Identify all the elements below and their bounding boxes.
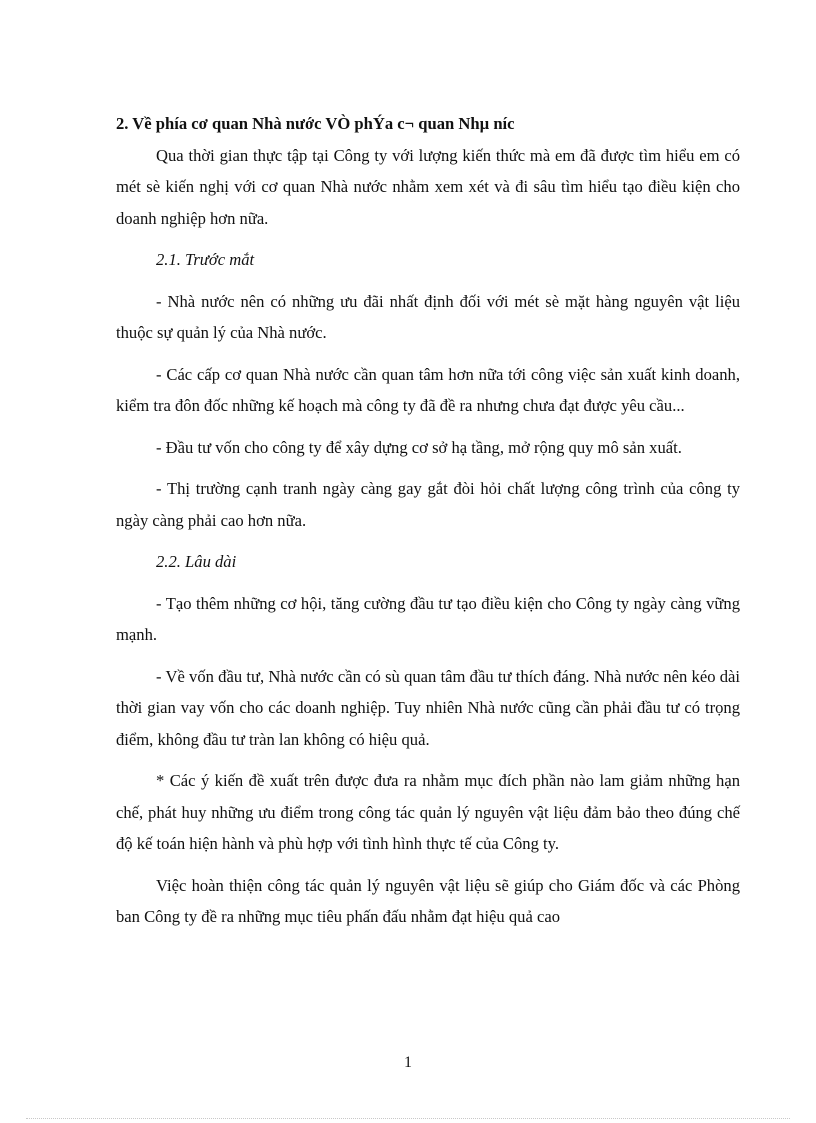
subsection-title-short-term: 2.1. Trước mắt — [156, 250, 255, 269]
note-paragraph: * Các ý kiến đề xuất trên được đưa ra nhằm mục đích phần nào lam giảm những hạn chế, phát huy những ưu điểm trong công tác quản lý nguyên vật liệu đảm bảo theo đúng chế độ kế toán hiện hành và phù hợp với tình hình thực tế của Công ty. — [116, 771, 740, 853]
page-body — [116, 108, 740, 943]
closing-paragraph: Việc hoàn thiện công tác quản lý nguyên vật liệu sẽ giúp cho Giám đốc và các Phòng ban Công ty đề ra những mục tiêu phấn đấu nhằm đạt hiệu quả cao — [116, 875, 740, 926]
subsection-title-long-term: 2.2. Lâu dài — [156, 552, 237, 571]
list-item: - Tạo thêm những cơ hội, tăng cường đầu tư tạo điều kiện cho Công ty ngày càng vững mạnh. — [116, 593, 740, 644]
list-item: - Các cấp cơ quan Nhà nước cần quan tâm hơn nữa tới công việc sản xuất kinh doanh, kiểm tra đôn đốc những kế hoạch mà công ty đã đề ra nhưng chưa đạt được yêu cầu... — [116, 364, 740, 415]
intro-paragraph: Qua thời gian thực tập tại Công ty với lượng kiến thức mà em đã được tìm hiểu em có mét sè kiến nghị với cơ quan Nhà nước nhằm xem xét và đi sâu tìm hiểu tạo điều kiện cho doanh nghiệp hơn nữa. — [116, 145, 740, 228]
list-item: - Nhà nước nên có những ưu đãi nhất định đối với mét sè mặt hàng nguyên vật liệu thuộc sự quản lý của Nhà nước. — [116, 291, 740, 342]
footer-divider — [26, 1118, 790, 1119]
list-item: - Về vốn đầu tư, Nhà nước cần có sù quan tâm đầu tư thích đáng. Nhà nước nên kéo dài thời gian vay vốn cho các doanh nghiệp. Tuy nhiên Nhà nước cũng cần phải đầu tư có trọng điểm, không đầu tư tràn lan không có hiệu quả. — [116, 666, 740, 749]
list-item: - Đầu tư vốn cho công ty để xây dựng cơ sở hạ tầng, mở rộng quy mô sản xuất. — [156, 437, 682, 457]
section-heading: 2. Về phía cơ quan Nhà nước VÒ phÝa c¬ quan Nhµ níc — [116, 114, 515, 133]
list-item: - Thị trường cạnh tranh ngày càng gay gắt đòi hỏi chất lượng công trình của công ty ngày càng phải cao hơn nữa. — [116, 479, 740, 530]
page-number: 1 — [404, 1054, 412, 1071]
